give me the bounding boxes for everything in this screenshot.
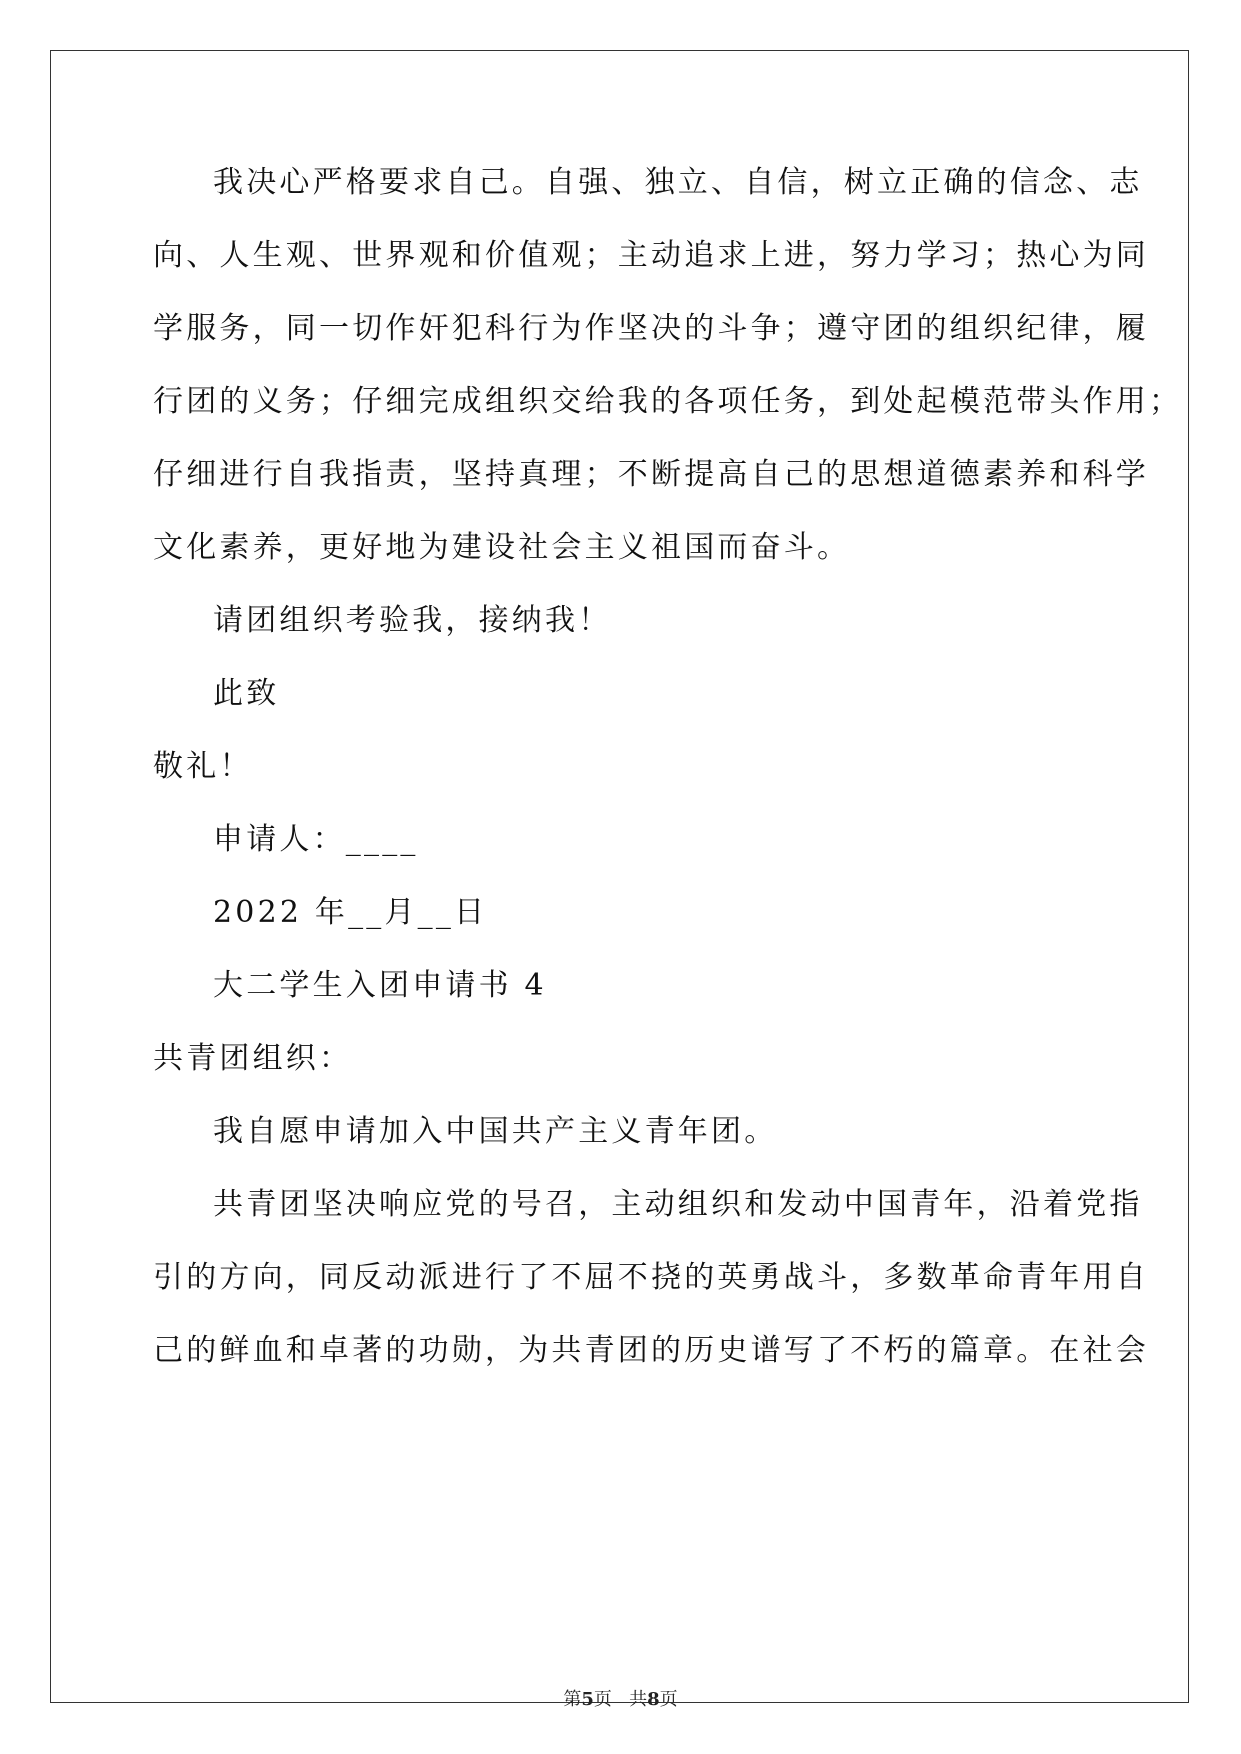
footer-total-prefix: 共 xyxy=(629,1689,648,1710)
paragraph-line: 仔细进行自我指责，坚持真理；不断提高自己的思想道德素养和科学 xyxy=(153,457,1149,492)
footer-page-current: 5 xyxy=(581,1689,594,1710)
paragraph-line: 我决心严格要求自己。自强、独立、自信，树立正确的信念、志 xyxy=(213,165,1143,200)
page-footer xyxy=(0,1688,1241,1712)
applicant-line: 申请人：____ xyxy=(213,822,419,857)
paragraph-line: 请团组织考验我，接纳我！ xyxy=(213,603,612,638)
page-border xyxy=(50,50,1189,1703)
footer-page-total: 8 xyxy=(647,1689,660,1710)
paragraph-line: 共青团坚决响应党的号召，主动组织和发动中国青年，沿着党指 xyxy=(213,1187,1143,1222)
footer-page-suffix: 页 xyxy=(593,1689,612,1710)
section-title: 大二学生入团申请书 4 xyxy=(213,968,547,1003)
footer-page-prefix: 第 xyxy=(563,1689,582,1710)
date-line: 2022 年__月__日 xyxy=(213,895,488,930)
paragraph-line: 学服务，同一切作奸犯科行为作坚决的斗争；遵守团的组织纪律，履 xyxy=(153,311,1149,346)
footer-total-suffix: 页 xyxy=(659,1689,678,1710)
paragraph-line: 向、人生观、世界观和价值观；主动追求上进，努力学习；热心为同 xyxy=(153,238,1149,273)
closing-line: 此致 xyxy=(213,676,280,711)
paragraph-line: 己的鲜血和卓著的功勋，为共青团的历史谱写了不朽的篇章。在社会 xyxy=(153,1333,1149,1368)
paragraph-line: 文化素养，更好地为建设社会主义祖国而奋斗。 xyxy=(153,530,851,565)
paragraph-line: 我自愿申请加入中国共产主义青年团。 xyxy=(213,1114,778,1149)
paragraph-line: 行团的义务；仔细完成组织交给我的各项任务，到处起模范带头作用； xyxy=(153,384,1183,419)
addressee-line: 共青团组织： xyxy=(153,1041,353,1076)
paragraph-line: 引的方向，同反动派进行了不屈不挠的英勇战斗，多数革命青年用自 xyxy=(153,1260,1149,1295)
salutation-line: 敬礼！ xyxy=(153,749,253,784)
